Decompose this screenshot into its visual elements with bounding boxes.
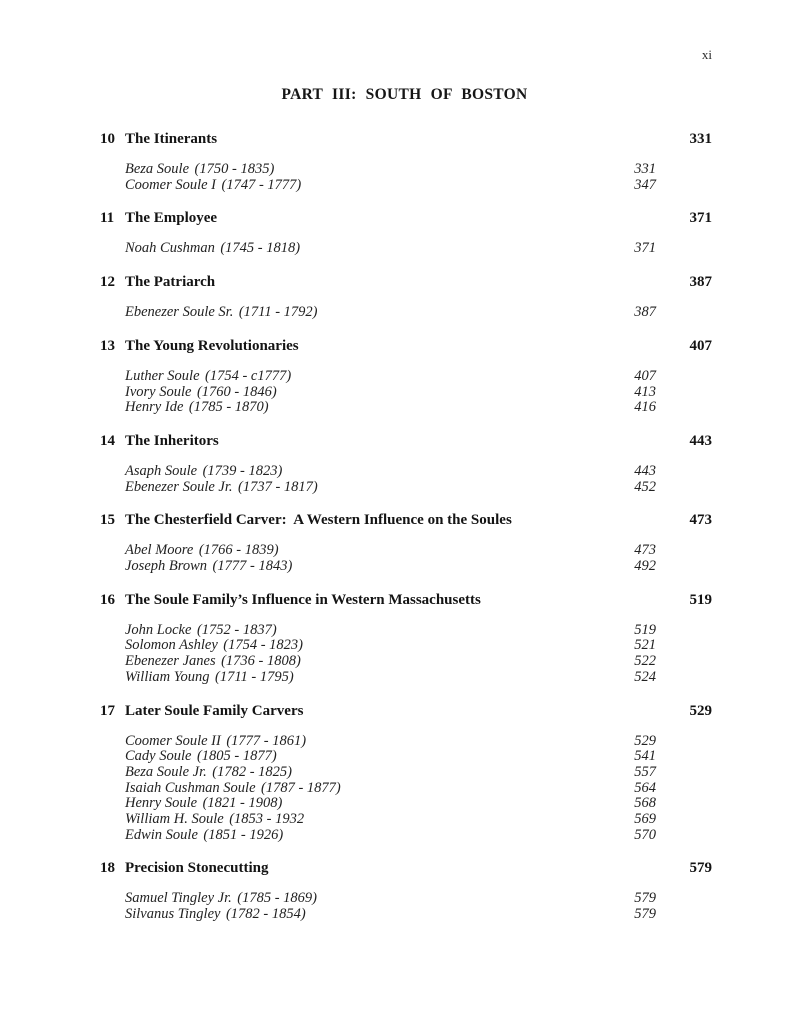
- entry-page-number: 473: [634, 542, 656, 559]
- chapter-page-number: 519: [689, 591, 712, 608]
- toc-entry-row: [125, 765, 656, 781]
- entry-name: Isaiah Cushman Soule: [125, 779, 256, 796]
- entry-dates: (1787 - 1877): [261, 779, 341, 796]
- entry-dates: (1736 - 1808): [221, 653, 301, 670]
- entry-name: Abel Moore: [125, 542, 194, 559]
- toc-chapter-row: [100, 512, 712, 528]
- chapter-title: Precision Stonecutting: [125, 860, 269, 877]
- chapter-number: 15: [100, 512, 115, 529]
- entry-name: Samuel Tingley Jr.: [125, 890, 232, 907]
- toc-entry-row: [125, 178, 656, 194]
- chapter-page-number: 371: [689, 210, 712, 227]
- chapter-entries: [125, 162, 712, 193]
- entry-dates: (1737 - 1817): [238, 478, 318, 495]
- toc-entry-row: [125, 543, 656, 559]
- toc-entry-row: [125, 369, 656, 385]
- toc-chapter: [100, 703, 712, 844]
- chapter-number: 18: [100, 860, 115, 877]
- toc-entry-row: [125, 828, 656, 844]
- chapter-number: 10: [100, 131, 115, 147]
- entry-name: John Locke: [125, 621, 192, 638]
- toc-chapter-row: [100, 703, 712, 719]
- entry-dates: (1745 - 1818): [220, 240, 301, 257]
- chapter-title: The Inheritors: [125, 432, 219, 449]
- chapter-number: 14: [100, 432, 115, 449]
- chapter-entries: [125, 623, 712, 686]
- toc-chapter-row: [100, 433, 712, 449]
- entry-page-number: 557: [634, 763, 656, 780]
- chapter-title: The Young Revolutionaries: [125, 337, 299, 354]
- entry-page-number: 541: [634, 748, 656, 765]
- entry-name: Ebenezer Soule Sr.: [125, 304, 234, 321]
- chapter-entries: [125, 241, 712, 257]
- toc-chapter: [100, 512, 712, 574]
- toc-entry-row: [125, 623, 656, 639]
- toc-entry-row: [125, 241, 656, 257]
- chapter-entries: [125, 734, 712, 844]
- entry-name: Beza Soule Jr.: [125, 763, 207, 780]
- entry-name: Henry Soule: [125, 795, 198, 812]
- entry-page-number: 564: [634, 779, 656, 796]
- chapter-page-number: 407: [689, 337, 712, 354]
- toc-chapter: [100, 433, 712, 495]
- toc-entry-row: [125, 781, 656, 797]
- entry-name: William Young: [125, 668, 210, 685]
- entry-dates: (1754 - c1777): [205, 367, 292, 384]
- entry-dates: (1777 - 1861): [226, 732, 307, 749]
- entry-dates: (1747 - 1777): [221, 176, 302, 193]
- chapter-title: The Chesterfield Carver: A Western Influence on the Soules: [125, 512, 512, 529]
- entry-dates: (1766 - 1839): [198, 542, 279, 559]
- chapter-number: 12: [100, 274, 115, 291]
- entry-name: Edwin Soule: [125, 826, 198, 843]
- page-folio: xi: [701, 47, 712, 62]
- entry-page-number: 347: [634, 176, 656, 193]
- entry-dates: (1711 - 1792): [238, 304, 318, 321]
- entry-name: Coomer Soule I: [125, 176, 217, 193]
- entry-name: William H. Soule: [125, 811, 224, 828]
- chapter-entries: [125, 543, 712, 574]
- entry-dates: (1777 - 1843): [212, 558, 293, 575]
- entry-dates: (1853 - 1932: [229, 811, 305, 828]
- toc-chapter: [100, 131, 712, 193]
- entry-dates: (1785 - 1869): [237, 890, 317, 907]
- chapter-title: The Itinerants: [125, 131, 218, 147]
- toc-entry-row: [125, 162, 656, 178]
- entry-name: Silvanus Tingley: [125, 906, 221, 923]
- entry-name: Coomer Soule II: [125, 732, 221, 749]
- chapter-number: 11: [100, 210, 115, 227]
- entry-name: Cady Soule: [125, 748, 192, 765]
- chapter-number: 16: [100, 591, 115, 608]
- toc-entry-row: [125, 480, 656, 496]
- entry-dates: (1752 - 1837): [196, 621, 277, 638]
- entry-page-number: 522: [634, 653, 656, 670]
- toc-entry-row: [125, 464, 656, 480]
- entry-name: Ivory Soule: [125, 383, 192, 400]
- entry-page-number: 524: [634, 668, 656, 685]
- toc-entry-row: [125, 734, 656, 750]
- toc-chapter-row: [100, 274, 712, 290]
- entry-name: Solomon Ashley: [125, 637, 218, 654]
- entry-page-number: 579: [634, 890, 656, 907]
- toc-chapter: [100, 274, 712, 321]
- entry-page-number: 407: [634, 367, 656, 384]
- toc-entry-row: [125, 670, 656, 686]
- entry-name: Ebenezer Soule Jr.: [125, 478, 233, 495]
- chapter-title: Later Soule Family Carvers: [125, 702, 304, 719]
- entry-dates: (1805 - 1877): [196, 748, 277, 765]
- entry-name: Joseph Brown: [125, 558, 208, 575]
- entry-page-number: 519: [634, 621, 656, 638]
- chapter-page-number: 331: [689, 131, 712, 147]
- entry-dates: (1750 - 1835): [194, 161, 275, 177]
- toc-entry-row: [125, 812, 656, 828]
- toc-entry-row: [125, 891, 656, 907]
- entry-name: Noah Cushman: [125, 240, 215, 257]
- chapter-page-number: 579: [689, 860, 712, 877]
- chapter-entries: [125, 369, 712, 416]
- entry-page-number: 529: [634, 732, 656, 749]
- toc-entry-row: [125, 559, 656, 575]
- toc-chapter: [100, 860, 712, 922]
- entry-page-number: 413: [634, 383, 656, 400]
- entry-page-number: 569: [634, 811, 656, 828]
- chapter-page-number: 529: [689, 702, 712, 719]
- entry-name: Beza Soule: [125, 161, 190, 177]
- toc-entry-row: [125, 907, 656, 923]
- entry-page-number: 521: [634, 637, 656, 654]
- entry-page-number: 443: [634, 462, 656, 479]
- toc-chapter: [100, 338, 712, 416]
- toc-chapter-row: [100, 210, 712, 226]
- chapter-title: The Employee: [125, 210, 218, 227]
- chapter-entries: [125, 305, 712, 321]
- entry-page-number: 387: [634, 304, 656, 321]
- chapter-page-number: 443: [689, 432, 712, 449]
- toc-chapter-row: [100, 338, 712, 354]
- chapter-number: 17: [100, 702, 115, 719]
- entry-page-number: 416: [634, 399, 656, 416]
- entry-page-number: 579: [634, 906, 656, 923]
- entry-page-number: 570: [634, 826, 656, 843]
- entry-page-number: 371: [634, 240, 656, 257]
- entry-dates: (1782 - 1825): [212, 763, 292, 780]
- entry-dates: (1711 - 1795): [214, 668, 294, 685]
- entry-page-number: 452: [634, 478, 656, 495]
- entry-dates: (1851 - 1926): [203, 826, 284, 843]
- entry-page-number: 492: [634, 558, 656, 575]
- toc-entry-row: [125, 796, 656, 812]
- entry-dates: (1821 - 1908): [202, 795, 283, 812]
- toc-entry-row: [125, 749, 656, 765]
- entry-page-number: 568: [634, 795, 656, 812]
- toc-chapter-row: [100, 860, 712, 876]
- chapter-page-number: 473: [689, 512, 712, 529]
- entry-dates: (1760 - 1846): [196, 383, 277, 400]
- entry-name: Luther Soule: [125, 367, 200, 384]
- toc-entry-row: [125, 305, 656, 321]
- toc-chapter: [100, 210, 712, 257]
- chapter-entries: [125, 891, 712, 922]
- toc-chapter-row: [100, 131, 712, 147]
- chapter-number: 13: [100, 337, 115, 354]
- toc-chapter-row: [100, 592, 712, 608]
- entry-name: Asaph Soule: [125, 462, 198, 479]
- entry-name: Henry Ide: [125, 399, 184, 416]
- chapter-entries: [125, 464, 712, 495]
- entry-dates: (1782 - 1854): [225, 906, 306, 923]
- entry-dates: (1754 - 1823): [223, 637, 304, 654]
- toc-list: [100, 131, 712, 940]
- entry-dates: (1739 - 1823): [202, 462, 283, 479]
- part-heading: PART III: SOUTH OF BOSTON: [281, 86, 528, 103]
- entry-page-number: 331: [634, 161, 656, 177]
- toc-entry-row: [125, 638, 656, 654]
- chapter-title: The Patriarch: [125, 274, 216, 291]
- toc-chapter: [100, 592, 712, 686]
- entry-name: Ebenezer Janes: [125, 653, 216, 670]
- chapter-title: The Soule Family’s Influence in Western Massachusetts: [125, 591, 481, 608]
- toc-entry-row: [125, 385, 656, 401]
- toc-entry-row: [125, 654, 656, 670]
- entry-dates: (1785 - 1870): [188, 399, 269, 416]
- chapter-page-number: 387: [689, 274, 712, 291]
- toc-entry-row: [125, 400, 656, 416]
